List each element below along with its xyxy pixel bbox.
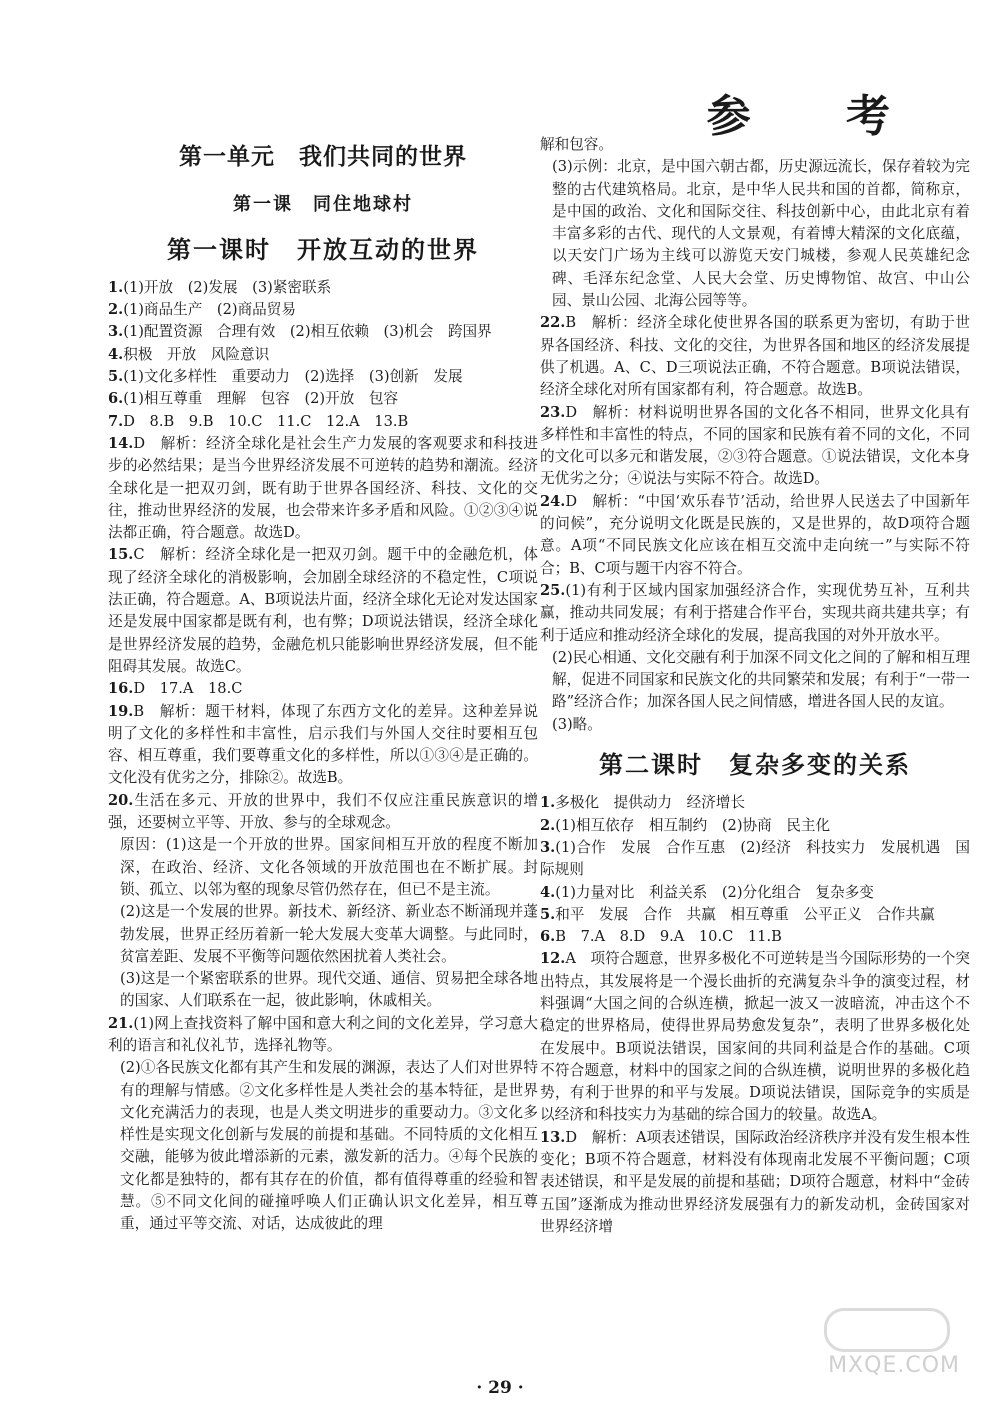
answer-number: 1. bbox=[108, 278, 124, 296]
answer-item bbox=[108, 366, 538, 388]
answer-number: 16. bbox=[108, 680, 134, 698]
answer-number: 15. bbox=[108, 546, 134, 564]
continued-paragraph: (3)示例：北京，是中国六朝古都，历史源远流长，保存着较为完整的古代建筑格局。北京，是中华人民共和国的首都，简称京，是中国的政治、文化和国际交往、科技创新中心，由此北京有着丰富多彩的古代、现代的人文景观，有着博大精深的文化底蕴，以天安门广场为主线可以游览天安门城楼，参观人民英雄纪念碑、毛泽东纪念堂、人民大会堂、历史博物馆、故宫、中山公园、景山公园、北海公园等等。 bbox=[552, 158, 970, 310]
answer-text: B 7.A 8.D 9.A 10.C 11.B bbox=[555, 928, 782, 946]
answer-subparagraph: (3)略。 bbox=[552, 715, 602, 733]
answer-item bbox=[540, 1127, 970, 1238]
answer-subparagraph: (2)民心相通、文化交融有利于加深不同文化之间的了解和相互理解，促进不同国家和民族文化的共同繁荣和发展；有利于“一带一路”经济合作；加深各国人民之间情感，增进各国人民的友谊。 bbox=[552, 648, 970, 711]
answer-item bbox=[108, 299, 538, 321]
section-title-1: 第一课时 开放互动的世界 bbox=[167, 234, 479, 264]
answer-number: 4. bbox=[540, 883, 556, 901]
answer-text: (1)合作 发展 合作互惠 (2)经济 科技实力 发展机遇 国际规则 bbox=[540, 838, 970, 879]
section-title-2: 第二课时 复杂多变的关系 bbox=[599, 750, 911, 780]
watermark-logo-icon bbox=[824, 1308, 950, 1352]
answer-subparagraph: (3)这是一个紧密联系的世界。现代交通、通信、贸易把全球各地的国家、人们联系在一起，彼此影响，休戚相关。 bbox=[120, 970, 538, 1010]
answer-item bbox=[108, 411, 538, 433]
answer-number: 24. bbox=[540, 492, 566, 510]
answer-item bbox=[108, 388, 538, 410]
answer-number: 3. bbox=[108, 323, 124, 341]
answer-item bbox=[540, 904, 970, 926]
answer-text: (1)商品生产 (2)商品贸易 bbox=[123, 301, 296, 319]
answer-number: 23. bbox=[540, 403, 566, 421]
answer-text: C 解析：经济全球化是一把双刃剑。题干中的金融危机，体现了经济全球化的消极影响，会加剧全球经济的不稳定性，C项说法正确，符合题意。A、B项说法片面，经济全球化无论对发达国家还是发展中国家都是既有利，也有弊；D项说法错误，经济全球化是世界经济发展的趋势，金融危机只能影响世界经济发展，但不能阻碍其发展。故选C。 bbox=[108, 546, 538, 675]
answer-item bbox=[540, 926, 970, 948]
answer-number: 14. bbox=[108, 434, 134, 452]
answer-number: 12. bbox=[540, 950, 566, 968]
answer-item bbox=[540, 792, 970, 814]
answer-item bbox=[108, 701, 538, 790]
answer-subparagraph: (2)这是一个发展的世界。新技术、新经济、新业态不断涌现并蓬勃发展，世界正经历着新一轮大发展大变革大调整。与此同时，贫富差距、发展不平衡等问题依然困扰着人类社会。 bbox=[120, 903, 538, 965]
answer-number: 7. bbox=[108, 412, 124, 430]
answer-item bbox=[540, 882, 970, 904]
answer-number: 6. bbox=[540, 928, 556, 946]
answer-number: 5. bbox=[108, 368, 124, 386]
answer-text: D 解析：材料说明世界各国的文化各不相同，世界文化具有多样性和丰富性的特点，不同的国家和民族有着不同的文化，不同的文化可以多元和谐发展，②③符合题意。①说法错误，文化本身无优劣之分；④说法与实际不符合。故选D。 bbox=[540, 403, 970, 488]
answer-item bbox=[540, 402, 970, 491]
answer-text: 和平 发展 合作 共赢 相互尊重 公平正义 合作共赢 bbox=[555, 905, 935, 923]
answer-text: (1)文化多样性 重要动力 (2)选择 (3)创新 发展 bbox=[123, 368, 463, 386]
right-column bbox=[540, 134, 970, 1238]
answer-number: 5. bbox=[540, 905, 556, 923]
answer-number: 19. bbox=[108, 702, 134, 720]
page-number: · 29 · bbox=[476, 1378, 524, 1398]
answer-number: 13. bbox=[540, 1128, 566, 1146]
answer-text: (1)网上查找资料了解中国和意大利之间的文化差异，学习意大利的语言和礼仪礼节，选择礼物等。 bbox=[108, 1014, 538, 1054]
answer-item bbox=[540, 837, 970, 882]
answer-text: 积极 开放 风险意识 bbox=[123, 345, 270, 363]
answer-number: 20. bbox=[108, 791, 134, 809]
answer-item bbox=[540, 491, 970, 580]
answer-text: D 解析：A项表述错误，国际政治经济秩序并没有发生根本性变化；B项不符合题意，材料没有体现南北发展不平衡问题；C项表述错误，和平是发展的前提和基础；D项符合题意，材料中“金砖五国”逐渐成为推动世界经济发展强有力的新发动机，金砖国家对世界经济增 bbox=[540, 1128, 970, 1235]
answer-text: D 8.B 9.B 10.C 11.C 12.A 13.B bbox=[123, 412, 409, 430]
answer-number: 2. bbox=[540, 816, 556, 834]
answer-item bbox=[540, 580, 970, 647]
answer-text: (1)配置资源 合理有效 (2)相互依赖 (3)机会 跨国界 bbox=[123, 323, 492, 341]
answer-item bbox=[108, 544, 538, 678]
answer-list-right-a bbox=[540, 312, 970, 736]
continued-answer bbox=[540, 134, 970, 312]
lesson-title: 第一课 同住地球村 bbox=[233, 194, 413, 216]
answer-list-left bbox=[108, 277, 538, 1236]
answer-text: (1)相互尊重 理解 包容 (2)开放 包容 bbox=[123, 390, 399, 408]
answer-item bbox=[108, 790, 538, 835]
answer-text: (1)力量对比 利益关系 (2)分化组合 复杂多变 bbox=[555, 883, 874, 901]
page-header: 参 考 bbox=[706, 91, 930, 142]
answer-item bbox=[108, 321, 538, 343]
unit-title: 第一单元 我们共同的世界 bbox=[179, 143, 467, 170]
answer-number: 22. bbox=[540, 314, 566, 332]
answer-item bbox=[108, 1013, 538, 1058]
answer-text: (1)开放 (2)发展 (3)紧密联系 bbox=[123, 278, 332, 296]
answer-subparagraph: 原因：(1)这是一个开放的世界。国家间相互开放的程度不断加深，在政治、经济、文化各领域的开放范围也在不断扩展。封锁、孤立、以邻为壑的现象尽管仍然存在，但已不是主流。 bbox=[120, 836, 538, 898]
answer-text: B 解析：题干材料，体现了东西方文化的差异。这种差异说明了文化的多样性和丰富性，启示我们与外国人交往时要相互包容、相互尊重，我们要尊重文化的多样性，所以①③④是正确的。文化没有优劣之分，排除②。故选B。 bbox=[108, 702, 538, 787]
answer-number: 25. bbox=[540, 581, 566, 599]
answer-text: A 项符合题意，世界多极化不可逆转是当今国际形势的一个突出特点，其发展将是一个漫长曲折的充满复杂斗争的演变过程，材料强调“大国之间的合纵连横，掀起一波又一波暗流，冲击这个不稳定的世界格局，使得世界局势愈发复杂”，表明了世界多极化处在发展中。B项说法错误，国家间的共同利益是合作的基础。C项不符合题意，材料中的国家之间的合纵连横，说明世界的多极化趋势，有利于世界的和平与发展。D项说法错误，国际竞争的实质是以经济和科技实力为基础的综合国力的较量。故选A。 bbox=[540, 950, 970, 1124]
answer-subparagraph: (2)①各民族文化都有其产生和发展的渊源，表达了人们对世界特有的理解与情感。②文化多样性是人类社会的基本特征，是世界文化充满活力的表现，也是人类文明进步的重要动力。③文化多样性是实现文化创新与发展的前提和基础。不同特质的文化相互交融，能够为彼此增添新的元素，激发新的活力。④每个民族的文化都是独特的，都有其存在的价值，都有值得尊重的经验和智慧。⑤不同文化间的碰撞呼唤人们正确认识文化差异，相互尊重，通过平等交流、对话，达成彼此的理 bbox=[120, 1059, 538, 1233]
answer-number: 6. bbox=[108, 390, 124, 408]
continued-paragraph: 解和包容。 bbox=[540, 136, 613, 153]
answer-number: 2. bbox=[108, 301, 124, 319]
answer-item bbox=[540, 815, 970, 837]
answer-list-right-b bbox=[540, 792, 970, 1238]
answer-item bbox=[108, 678, 538, 700]
answer-item bbox=[540, 312, 970, 401]
answer-text: B 解析：经济全球化使世界各国的联系更为密切，有助于世界各国经济、科技、文化的交往，为世界各国和地区的经济发展提供了机遇。A、C、D三项说法正确，不符合题意。B项说法错误，经济全球化对所有国家都有利，符合题意。故选B。 bbox=[540, 314, 970, 399]
watermark-logo bbox=[810, 1308, 960, 1378]
answer-item bbox=[108, 433, 538, 544]
answer-item bbox=[540, 948, 970, 1126]
answer-text: D 解析：“中国‘欢乐春节’活动，给世界人民送去了中国新年的问候”，充分说明文化既是民族的，又是世界的，故D项符合题意。A项“不同民族文化应该在相互交流中走向统一”与实际不符合；B、C项与题干内容不符合。 bbox=[540, 492, 970, 577]
answer-text: 生活在多元、开放的世界中，我们不仅应注重民族意识的增强，还要树立平等、开放、参与的全球观念。 bbox=[108, 791, 538, 832]
answer-text: D 解析：经济全球化是社会生产力发展的客观要求和科技进步的必然结果；是当今世界经济发展不可逆转的趋势和潮流。经济全球化是一把双刃剑，既有助于世界各国经济、科技、文化的交往，推动世界经济的发展，也会带来许多矛盾和风险。①②③④说法都正确，符合题意。故选D。 bbox=[108, 434, 538, 542]
answer-number: 4. bbox=[108, 345, 124, 363]
answer-item bbox=[108, 277, 538, 299]
answer-text: (1)相互依存 相互制约 (2)协商 民主化 bbox=[555, 816, 831, 834]
answer-text: (1)有利于区域内国家加强经济合作，实现优势互补，互利共赢，推动共同发展；有利于搭建合作平台，实现共商共建共享；有利于适应和推动经济全球化的发展，提高我国的对外开放水平。 bbox=[540, 581, 970, 644]
answer-number: 1. bbox=[540, 794, 556, 812]
answer-text: 多极化 提供动力 经济增长 bbox=[555, 794, 745, 812]
answer-text: D 17.A 18.C bbox=[133, 680, 243, 698]
answer-number: 21. bbox=[108, 1014, 134, 1032]
answer-number: 3. bbox=[540, 838, 556, 856]
left-column bbox=[108, 140, 538, 1236]
answer-item bbox=[108, 344, 538, 366]
watermark-text: MXQE.COM bbox=[828, 1353, 960, 1378]
